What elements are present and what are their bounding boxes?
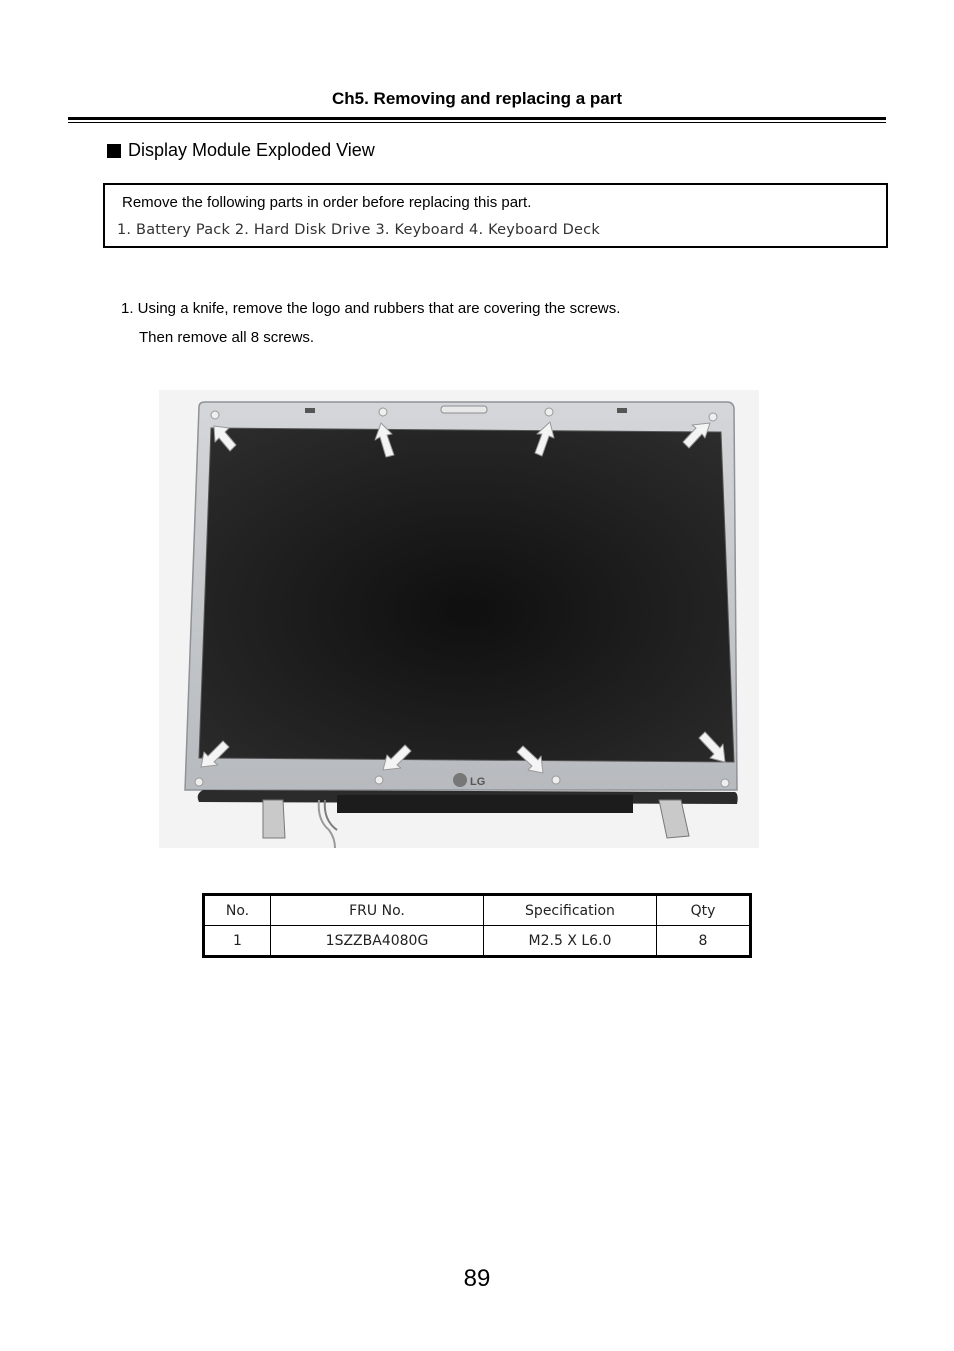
header-rule-thin: [68, 122, 886, 123]
header-cell-specification: Specification: [484, 895, 657, 926]
table-header-row: [204, 895, 751, 926]
section-heading-text: Display Module Exploded View: [128, 140, 375, 160]
cell-no: 1: [204, 926, 271, 957]
section-heading: [107, 140, 375, 161]
prerequisites-list: 1. Battery Pack 2. Hard Disk Drive 3. Keyboard 4. Keyboard Deck: [117, 222, 600, 238]
header-cell-fru: FRU No.: [271, 895, 484, 926]
parts-table: [202, 893, 752, 958]
prerequisites-heading: Remove the following parts in order before replacing this part.: [122, 194, 532, 211]
display-bezel-photo: [159, 390, 759, 848]
header-cell-no: No.: [204, 895, 271, 926]
cell-qty: 8: [657, 926, 751, 957]
cell-fru: 1SZZBA4080G: [271, 926, 484, 957]
chapter-title: Ch5. Removing and replacing a part: [331, 89, 622, 108]
instruction-step-1: 1. Using a knife, remove the logo and rubbers that are covering the screws.: [121, 300, 621, 317]
prerequisites-box: [103, 183, 888, 248]
header-rule-thick: [68, 117, 886, 120]
header-cell-qty: Qty: [657, 895, 751, 926]
instruction-step-1-continued: Then remove all 8 screws.: [139, 329, 315, 346]
cell-specification: M2.5 X L6.0: [484, 926, 657, 957]
lg-logo-text: LG: [470, 776, 486, 788]
page-number: 89: [463, 1265, 491, 1292]
black-square-icon: [107, 144, 121, 158]
table-row: [204, 926, 751, 957]
